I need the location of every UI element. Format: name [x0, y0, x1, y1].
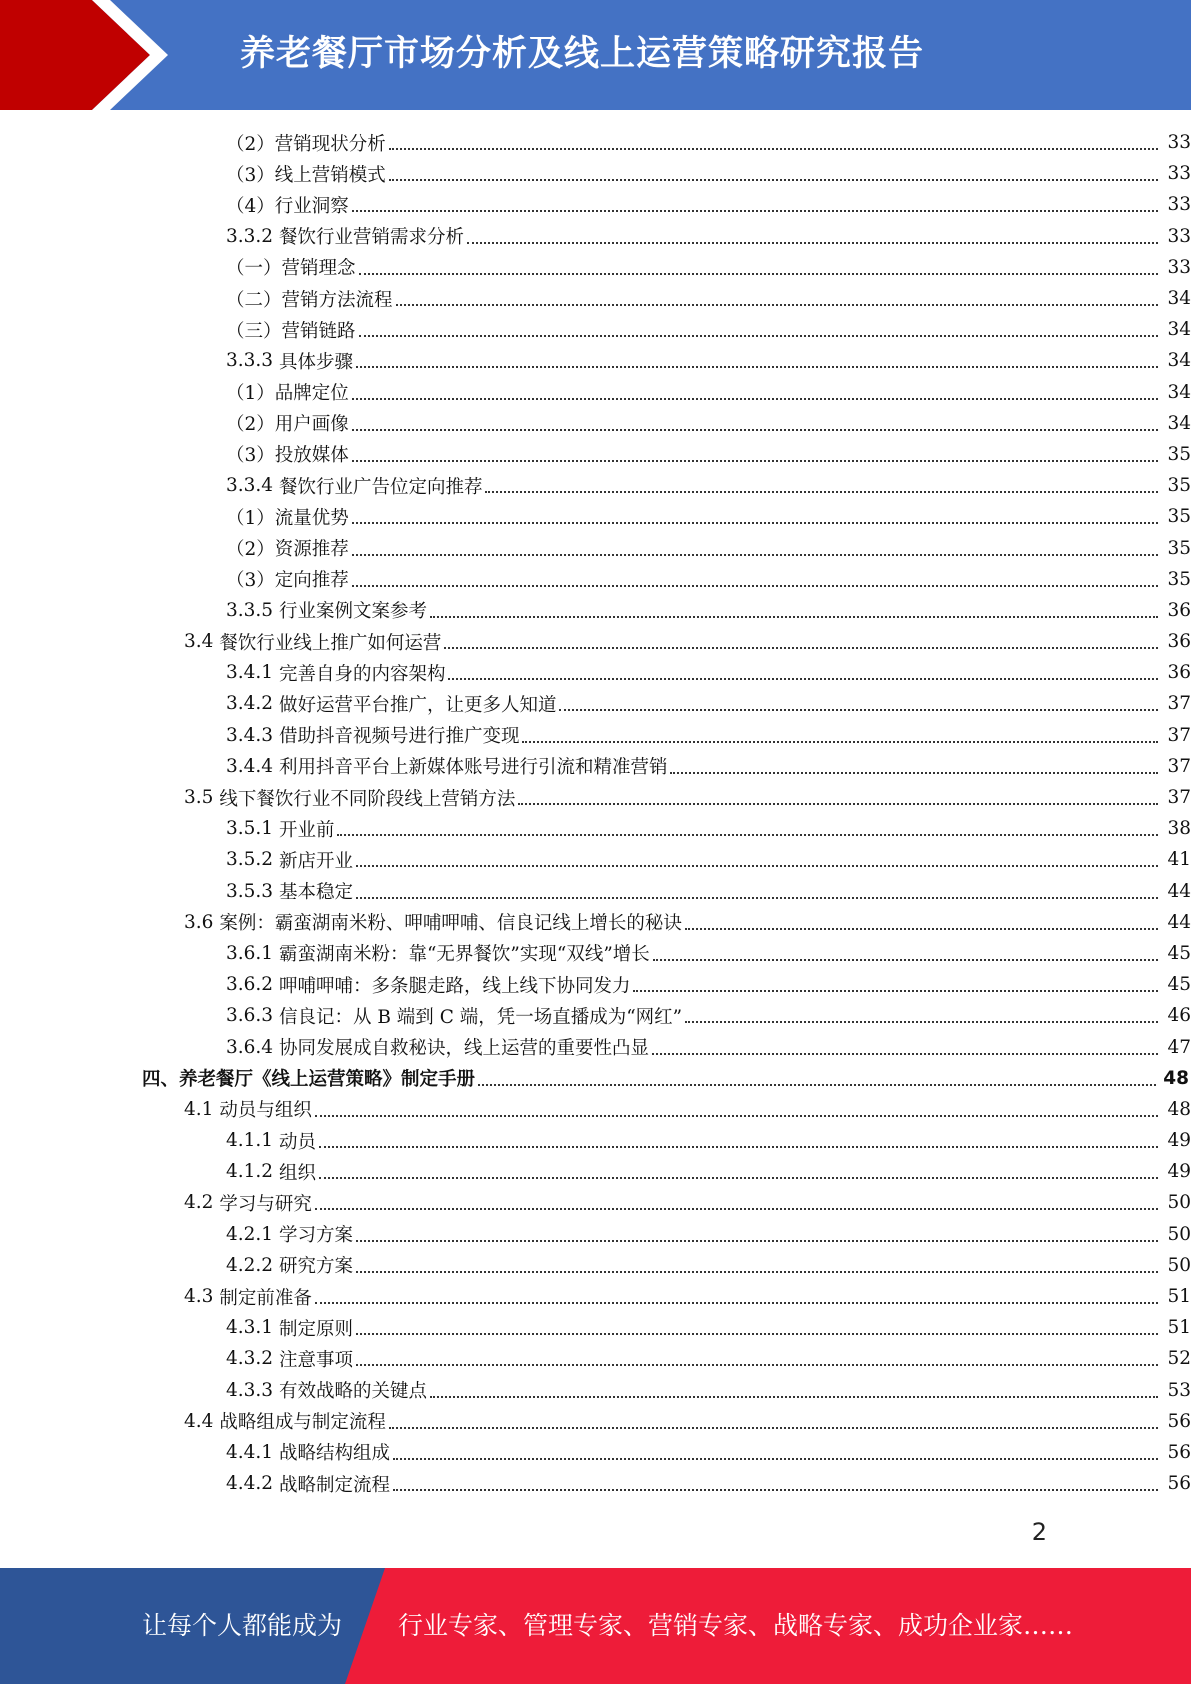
- toc-entry-page: 33: [1167, 132, 1191, 154]
- toc-dot-leader: [478, 1083, 1156, 1086]
- toc-dot-leader: [315, 1114, 1158, 1117]
- toc-entry[interactable]: [0, 657, 1191, 688]
- toc-dot-leader: [670, 771, 1158, 774]
- toc-entry[interactable]: [0, 1094, 1191, 1125]
- toc-dot-leader: [522, 740, 1158, 743]
- toc-entry-title: 协同发展成自救秘诀，线上运营的重要性凸显: [278, 1038, 649, 1060]
- toc-entry-page: 44: [1167, 880, 1191, 902]
- toc-entry[interactable]: [0, 813, 1191, 844]
- toc-entry-number: 3.4.3: [226, 724, 279, 746]
- toc-dot-leader: [352, 397, 1158, 400]
- toc-entry-title: 学习与研究: [219, 1193, 312, 1215]
- toc-entry-title: 学习方案: [278, 1225, 353, 1247]
- toc-entry[interactable]: [0, 408, 1191, 439]
- toc-entry-title: 战略制定流程: [278, 1474, 390, 1496]
- toc-entry-number: 3.3.3: [226, 350, 279, 372]
- toc-dot-leader: [430, 615, 1158, 618]
- toc-entry-title: 有效战略的关键点: [278, 1381, 427, 1403]
- toc-entry-title: 行业案例文案参考: [278, 601, 427, 623]
- toc-entry-number: 4.1: [184, 1098, 220, 1120]
- toc-entry-page: 34: [1167, 288, 1191, 310]
- toc-entry[interactable]: [0, 782, 1191, 813]
- toc-entry-title: 餐饮行业广告位定向推荐: [278, 476, 483, 498]
- toc-entry-page: 34: [1167, 412, 1191, 434]
- toc-entry-title: 投放媒体: [274, 445, 349, 467]
- toc-entry-title: 呷哺呷哺：多条腿走路，线上线下协同发力: [278, 975, 631, 997]
- toc-dot-leader: [352, 459, 1158, 462]
- toc-entry-page: 44: [1167, 911, 1191, 933]
- toc-entry-number: 4.3.3: [226, 1379, 279, 1401]
- toc-entry-title: 餐饮行业营销需求分析: [278, 227, 464, 249]
- toc-entry-number: 4.3.2: [226, 1348, 279, 1370]
- toc-entry[interactable]: [0, 1437, 1191, 1468]
- toc-entry-number: 4.1.1: [226, 1130, 279, 1152]
- toc-entry-number: （1）: [226, 507, 275, 529]
- toc-entry[interactable]: [0, 439, 1191, 470]
- toc-entry[interactable]: [0, 969, 1191, 1000]
- toc-entry-page: 37: [1167, 724, 1191, 746]
- toc-entry[interactable]: [0, 1031, 1191, 1062]
- toc-entry-page: 38: [1167, 818, 1191, 840]
- toc-entry-title: 霸蛮湖南米粉：靠“无界餐饮”实现“双线”增长: [278, 944, 650, 966]
- toc-entry-title: 线上营销模式: [274, 164, 386, 186]
- toc-dot-leader: [352, 428, 1158, 431]
- toc-entry-page: 41: [1167, 849, 1191, 871]
- toc-entry[interactable]: [0, 938, 1191, 969]
- toc-dot-leader: [337, 833, 1158, 836]
- toc-dot-leader: [319, 1176, 1158, 1179]
- toc-entry[interactable]: [0, 876, 1191, 907]
- toc-entry-number: （二）: [226, 289, 282, 311]
- toc-entry[interactable]: [0, 1312, 1191, 1343]
- toc-entry-number: 4.3: [184, 1286, 220, 1308]
- toc-entry-page: 56: [1167, 1441, 1191, 1463]
- toc-entry[interactable]: [0, 907, 1191, 938]
- toc-entry-number: 3.6.3: [226, 1005, 279, 1027]
- toc-entry-number: 3.6.4: [226, 1036, 279, 1058]
- toc-entry[interactable]: [0, 1375, 1191, 1406]
- footer-slogan-right: 行业专家、管理专家、营销专家、战略专家、成功企业家……: [398, 1611, 1074, 1640]
- toc-entry[interactable]: [0, 844, 1191, 875]
- toc-entry-number: 3.4.4: [226, 755, 279, 777]
- toc-entry[interactable]: [0, 595, 1191, 626]
- toc-entry-number: 4.4.2: [226, 1473, 279, 1495]
- toc-entry-page: 51: [1167, 1317, 1191, 1339]
- page-footer: [0, 1568, 1191, 1684]
- toc-entry-number: 4.3.1: [226, 1317, 279, 1339]
- toc-dot-leader: [315, 1207, 1158, 1210]
- toc-dot-leader: [633, 989, 1158, 992]
- toc-dot-leader: [467, 241, 1158, 244]
- toc-dot-leader: [356, 1363, 1158, 1366]
- toc-dot-leader: [518, 802, 1158, 805]
- toc-entry-number: 3.5: [184, 787, 220, 809]
- toc-dot-leader: [315, 1301, 1158, 1304]
- toc-dot-leader: [559, 708, 1158, 711]
- toc-entry-title: 案例：霸蛮湖南米粉、呷哺呷哺、信良记线上增长的秘诀: [219, 913, 682, 935]
- toc-entry[interactable]: [0, 221, 1191, 252]
- toc-dot-leader: [319, 1145, 1158, 1148]
- toc-entry[interactable]: [0, 470, 1191, 501]
- toc-dot-leader: [356, 864, 1158, 867]
- toc-entry-number: 3.3.2: [226, 225, 279, 247]
- toc-entry[interactable]: [0, 532, 1191, 563]
- toc-entry-title: 资源推荐: [274, 539, 349, 561]
- toc-entry-number: 3.3.4: [226, 475, 279, 497]
- toc-entry-title: 制定前准备: [219, 1287, 312, 1309]
- toc-entry-page: 51: [1167, 1286, 1191, 1308]
- toc-entry-title: 完善自身的内容架构: [278, 663, 446, 685]
- toc-entry-title: 动员: [278, 1131, 316, 1153]
- toc-entry-page: 56: [1167, 1410, 1191, 1432]
- toc-entry-number: （3）: [226, 445, 275, 467]
- toc-entry-title: 行业洞察: [274, 195, 349, 217]
- toc-entry[interactable]: [0, 189, 1191, 220]
- toc-entry-number: （3）: [226, 164, 275, 186]
- footer-slogan-left: 让每个人都能成为: [142, 1611, 343, 1640]
- toc-entry-number: 3.6.1: [226, 942, 279, 964]
- toc-dot-leader: [356, 1332, 1158, 1335]
- toc-dot-leader: [685, 1020, 1158, 1023]
- toc-dot-leader: [396, 303, 1158, 306]
- toc-entry-number: 4.4.1: [226, 1441, 279, 1463]
- toc-entry-page: 48: [1167, 1098, 1191, 1120]
- toc-entry-number: （1）: [226, 383, 275, 405]
- toc-entry[interactable]: [0, 564, 1191, 595]
- toc-entry-number: 4.2: [184, 1192, 220, 1214]
- toc-dot-leader: [359, 334, 1158, 337]
- toc-entry-page: 37: [1167, 755, 1191, 777]
- toc-entry-number: （2）: [226, 414, 275, 436]
- toc-entry-title: 制定原则: [278, 1318, 353, 1340]
- toc-entry-page: 36: [1167, 599, 1191, 621]
- toc-entry-title: 做好运营平台推广，让更多人知道: [278, 694, 557, 716]
- toc-entry-page: 33: [1167, 194, 1191, 216]
- toc-entry-number: 3.5.1: [226, 818, 279, 840]
- toc-entry[interactable]: [0, 1250, 1191, 1281]
- toc-entry[interactable]: [0, 1187, 1191, 1218]
- toc-entry-title: 营销链路: [281, 320, 356, 342]
- toc-entry-number: 4.1.2: [226, 1161, 279, 1183]
- toc-dot-leader: [356, 896, 1158, 899]
- toc-entry-number: 4.4: [184, 1410, 220, 1432]
- toc-dot-leader: [653, 958, 1158, 961]
- toc-entry-page: 33: [1167, 256, 1191, 278]
- toc-entry-page: 49: [1167, 1161, 1191, 1183]
- toc-entry[interactable]: [0, 1406, 1191, 1437]
- toc-dot-leader: [356, 365, 1158, 368]
- toc-entry-page: 45: [1167, 942, 1191, 964]
- toc-dot-leader: [352, 521, 1158, 524]
- toc-entry-number: 3.5.2: [226, 849, 279, 871]
- toc-entry-number: （三）: [226, 320, 282, 342]
- toc-entry-title: 流量优势: [274, 507, 349, 529]
- toc-entry-title: 四、养老餐厅《线上运营策略》制定手册: [142, 1069, 476, 1091]
- toc-entry[interactable]: [0, 252, 1191, 283]
- toc-dot-leader: [430, 1395, 1158, 1398]
- toc-entry[interactable]: [0, 1063, 1191, 1094]
- toc-entry-title: 组织: [278, 1162, 316, 1184]
- toc-entry-number: （2）: [226, 133, 275, 155]
- toc-entry-number: （3）: [226, 570, 275, 592]
- toc-dot-leader: [393, 1488, 1158, 1491]
- toc-entry-title: 信良记：从 B 端到 C 端，凭一场直播成为“网红”: [278, 1006, 683, 1028]
- toc-entry[interactable]: [0, 1156, 1191, 1187]
- toc-entry-title: 品牌定位: [274, 383, 349, 405]
- toc-dot-leader: [393, 1457, 1158, 1460]
- toc-entry[interactable]: [0, 1281, 1191, 1312]
- toc-entry-page: 37: [1167, 693, 1191, 715]
- toc-entry-page: 53: [1167, 1379, 1191, 1401]
- toc-entry-number: 3.4: [184, 631, 220, 653]
- toc-entry-page: 48: [1163, 1067, 1189, 1089]
- toc-entry-page: 37: [1167, 787, 1191, 809]
- toc-entry-number: 3.4.2: [226, 693, 279, 715]
- toc-entry-title: 动员与组织: [219, 1100, 312, 1122]
- toc-entry-title: 研究方案: [278, 1256, 353, 1278]
- toc-entry-number: 3.6: [184, 911, 220, 933]
- toc-entry-title: 营销方法流程: [281, 289, 393, 311]
- toc-entry[interactable]: [0, 751, 1191, 782]
- toc-entry-title: 具体步骤: [278, 351, 353, 373]
- toc-entry-page: 50: [1167, 1254, 1191, 1276]
- toc-entry[interactable]: [0, 158, 1191, 189]
- toc-entry-page: 49: [1167, 1130, 1191, 1152]
- toc-entry[interactable]: [0, 1125, 1191, 1156]
- table-of-contents: [0, 127, 1191, 1499]
- toc-entry-page: 46: [1167, 1005, 1191, 1027]
- toc-entry-page: 33: [1167, 163, 1191, 185]
- toc-dot-leader: [389, 178, 1158, 181]
- toc-entry[interactable]: [0, 127, 1191, 158]
- toc-entry-page: 47: [1167, 1036, 1191, 1058]
- toc-entry-title: 营销理念: [281, 258, 356, 280]
- toc-entry-page: 50: [1167, 1192, 1191, 1214]
- toc-entry-number: 3.6.2: [226, 974, 279, 996]
- toc-entry-number: 4.2.2: [226, 1254, 279, 1276]
- toc-entry-page: 34: [1167, 319, 1191, 341]
- toc-dot-leader: [389, 1426, 1158, 1429]
- toc-entry-title: 定向推荐: [274, 570, 349, 592]
- toc-entry-title: 基本稳定: [278, 882, 353, 904]
- toc-entry-page: 34: [1167, 381, 1191, 403]
- toc-entry-page: 56: [1167, 1473, 1191, 1495]
- toc-entry[interactable]: [0, 720, 1191, 751]
- toc-entry-page: 35: [1167, 506, 1191, 528]
- toc-entry-title: 用户画像: [274, 414, 349, 436]
- toc-dot-leader: [444, 646, 1158, 649]
- toc-entry[interactable]: [0, 1219, 1191, 1250]
- toc-entry-page: 36: [1167, 662, 1191, 684]
- toc-entry-title: 开业前: [278, 819, 335, 841]
- toc-dot-leader: [448, 677, 1158, 680]
- toc-entry-page: 50: [1167, 1223, 1191, 1245]
- toc-entry-title: 营销现状分析: [274, 133, 386, 155]
- toc-entry[interactable]: [0, 1343, 1191, 1374]
- toc-entry-title: 利用抖音平台上新媒体账号进行引流和精准营销: [278, 757, 668, 779]
- toc-entry-title: 借助抖音视频号进行推广变现: [278, 726, 520, 748]
- toc-dot-leader: [652, 1052, 1158, 1055]
- toc-entry[interactable]: [0, 626, 1191, 657]
- toc-dot-leader: [685, 927, 1158, 930]
- toc-entry-page: 33: [1167, 225, 1191, 247]
- toc-entry-title: 注意事项: [278, 1349, 353, 1371]
- toc-entry[interactable]: [0, 377, 1191, 408]
- toc-dot-leader: [359, 272, 1158, 275]
- toc-entry[interactable]: [0, 501, 1191, 532]
- toc-entry-number: 3.3.5: [226, 599, 279, 621]
- toc-dot-leader: [485, 490, 1158, 493]
- toc-entry-title: 餐饮行业线上推广如何运营: [219, 632, 442, 654]
- toc-dot-leader: [389, 147, 1158, 150]
- toc-entry-number: （一）: [226, 258, 282, 280]
- toc-entry-page: 35: [1167, 475, 1191, 497]
- toc-entry-title: 战略组成与制定流程: [219, 1412, 386, 1434]
- toc-entry-number: 4.2.1: [226, 1223, 279, 1245]
- toc-entry-page: 52: [1167, 1348, 1191, 1370]
- toc-entry[interactable]: [0, 1468, 1191, 1499]
- toc-entry-title: 战略结构组成: [278, 1443, 390, 1465]
- toc-entry-page: 45: [1167, 974, 1191, 996]
- toc-dot-leader: [352, 209, 1158, 212]
- toc-entry-number: 3.5.3: [226, 880, 279, 902]
- document-title: 养老餐厅市场分析及线上运营策略研究报告: [240, 34, 925, 74]
- toc-entry[interactable]: [0, 314, 1191, 345]
- toc-dot-leader: [352, 553, 1158, 556]
- toc-entry-page: 34: [1167, 350, 1191, 372]
- toc-entry-page: 35: [1167, 568, 1191, 590]
- toc-entry[interactable]: [0, 345, 1191, 376]
- toc-entry-title: 线下餐饮行业不同阶段线上营销方法: [219, 788, 516, 810]
- toc-entry[interactable]: [0, 283, 1191, 314]
- toc-entry[interactable]: [0, 688, 1191, 719]
- toc-dot-leader: [352, 584, 1158, 587]
- toc-entry-number: 3.4.1: [226, 662, 279, 684]
- page-header: [0, 0, 1191, 110]
- toc-entry-page: 35: [1167, 537, 1191, 559]
- toc-entry-page: 36: [1167, 631, 1191, 653]
- toc-entry-number: （2）: [226, 539, 275, 561]
- toc-entry-number: （4）: [226, 195, 275, 217]
- toc-dot-leader: [356, 1270, 1158, 1273]
- toc-entry-page: 35: [1167, 443, 1191, 465]
- toc-entry[interactable]: [0, 1000, 1191, 1031]
- toc-entry-title: 新店开业: [278, 850, 353, 872]
- page-number: 2: [1031, 1518, 1047, 1546]
- toc-dot-leader: [356, 1239, 1158, 1242]
